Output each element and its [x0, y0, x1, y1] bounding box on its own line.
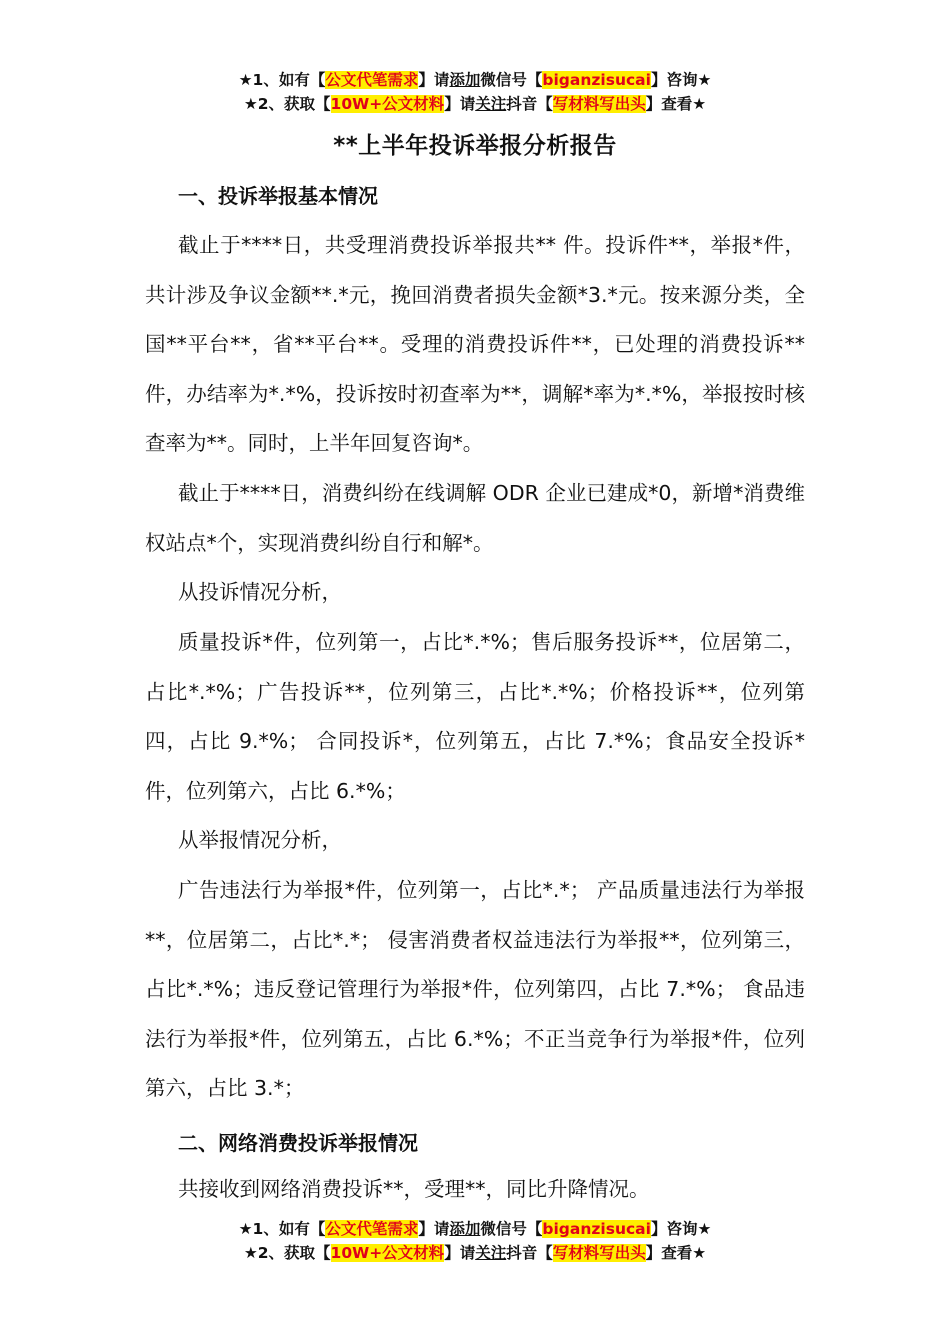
promo-text: 微信号【 — [480, 1220, 543, 1238]
promo-text: 】请 — [418, 1220, 450, 1238]
promo-underlined-text: 添加 — [449, 71, 481, 89]
paragraph-online-complaints: 共接收到网络消费投诉**，受理**，同比升降情况。 — [178, 1177, 650, 1201]
paragraph-odr: 截止于****日，消费纠纷在线调解 ODR 企业已建成*0，新增*消费维权站点*个，实现消费纠纷自行和解*。 — [145, 481, 805, 555]
promo-text: 】请 — [418, 71, 450, 89]
promo-highlight: 公文代笔需求 — [325, 1220, 419, 1238]
promo-line-2 — [0, 1241, 950, 1265]
promo-text: ★1、如有【 — [238, 71, 326, 89]
promo-text: 微信号【 — [480, 71, 543, 89]
promo-text: ★2、获取【 — [243, 95, 331, 113]
section-heading-2: 二、网络消费投诉举报情况 — [178, 1131, 418, 1155]
promo-line-1 — [0, 68, 950, 92]
promo-text: 】请 — [444, 1244, 476, 1262]
promo-text: 抖音【 — [506, 1244, 553, 1262]
promo-douyin-id: 写材料写出头 — [552, 95, 646, 113]
promo-text: 】请 — [444, 95, 476, 113]
promo-underlined-text: 添加 — [449, 1220, 481, 1238]
promo-wechat-id: biganzisucai — [542, 71, 651, 89]
promo-underlined-text: 关注 — [475, 1244, 507, 1262]
promo-text: 】咨询★ — [650, 71, 712, 89]
promo-line-1 — [0, 1217, 950, 1241]
paragraph-report-analysis: 广告违法行为举报*件，位列第一，占比*.*； 产品质量违法行为举报**，位居第二，占比*.*； 侵害消费者权益违法行为举报**，位列第三，占比*.*%；违反登记管理行为举报*件，位列第四，占比 7.*%； 食品违法行为举报*件，位列第五，占比 6.*%；不正当竞争行为举报*件，位列第六，占比 3.*； — [145, 878, 805, 1101]
paragraph-complaint-intro: 从投诉情况分析， — [178, 580, 342, 604]
promo-text: 】咨询★ — [650, 1220, 712, 1238]
promo-highlight: 公文代笔需求 — [325, 71, 419, 89]
document-title: **上半年投诉举报分析报告 — [333, 133, 617, 159]
section-heading-1: 一、投诉举报基本情况 — [178, 184, 378, 208]
paragraph-complaint-analysis: 质量投诉*件，位列第一，占比*.*%；售后服务投诉**，位居第二，占比*.*%；广告投诉**，位列第三，占比*.*%；价格投诉**，位列第四，占比 9.*%； 合同投诉*，位列第五，占比 7.*%；食品安全投诉* 件，位列第六，占比 6.*%； — [145, 630, 805, 803]
promo-text: ★2、获取【 — [243, 1244, 331, 1262]
paragraph-summary: 截止于****日，共受理消费投诉举报共** 件。投诉件**，举报*件，共计涉及争议金额**.*元，挽回消费者损失金额*3.*元。按来源分类，全国**平台**，省**平台**。受理的消费投诉件**，已处理的消费投诉**件，办结率为*.*%，投诉按时初查率为**，调解*率为*.*%，举报按时核查率为**。同时，上半年回复咨询*。 — [145, 233, 805, 456]
top-promo-banner — [0, 68, 950, 116]
promo-text: 】查看★ — [645, 1244, 707, 1262]
promo-highlight: 10W+公文材料 — [330, 95, 445, 113]
bottom-promo-banner — [0, 1217, 950, 1265]
promo-text: ★1、如有【 — [238, 1220, 326, 1238]
promo-douyin-id: 写材料写出头 — [552, 1244, 646, 1262]
promo-wechat-id: biganzisucai — [542, 1220, 651, 1238]
paragraph-report-intro: 从举报情况分析， — [178, 828, 342, 852]
promo-highlight: 10W+公文材料 — [330, 1244, 445, 1262]
promo-underlined-text: 关注 — [475, 95, 507, 113]
promo-line-2 — [0, 92, 950, 116]
promo-text: 抖音【 — [506, 95, 553, 113]
promo-text: 】查看★ — [645, 95, 707, 113]
